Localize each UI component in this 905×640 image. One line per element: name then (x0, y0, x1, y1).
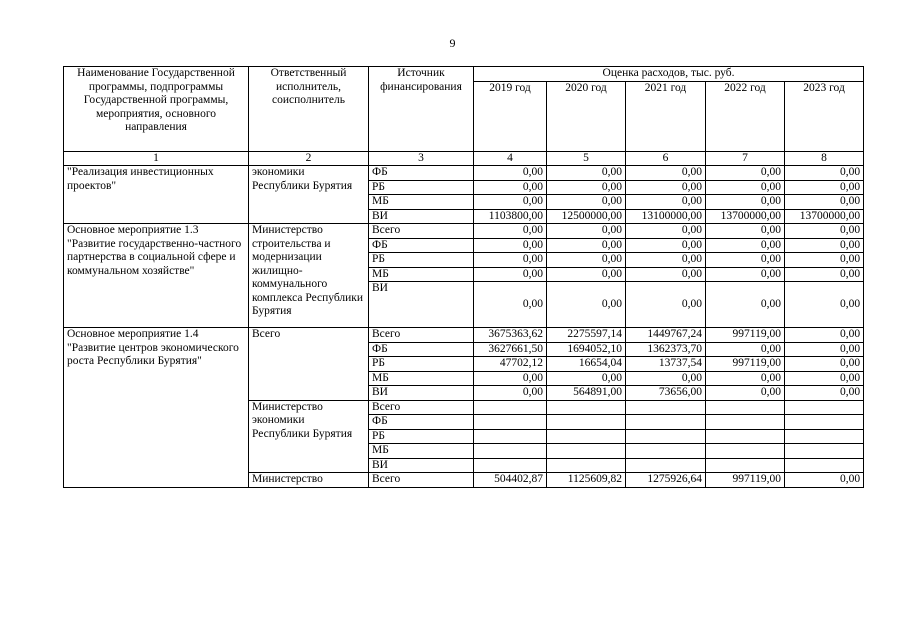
value-cell: 0,00 (547, 238, 626, 253)
value-cell: 564891,00 (547, 386, 626, 401)
value-cell (626, 458, 706, 473)
value-cell (547, 400, 626, 415)
column-number: 5 (547, 151, 626, 166)
value-cell: 0,00 (706, 342, 785, 357)
value-cell: 1275926,64 (626, 473, 706, 488)
value-cell: 1103800,00 (474, 209, 547, 224)
responsible: экономики Республики Бурятия (249, 166, 369, 224)
value-cell: 0,00 (706, 371, 785, 386)
value-cell: 0,00 (626, 224, 706, 239)
value-cell (547, 429, 626, 444)
column-number: 4 (474, 151, 547, 166)
header-year: 2020 год (547, 81, 626, 151)
source: РБ (369, 253, 474, 268)
source: ФБ (369, 415, 474, 430)
value-cell (785, 444, 864, 459)
value-cell (706, 458, 785, 473)
value-cell (706, 429, 785, 444)
responsible: Министерство (249, 473, 369, 488)
source: ВИ (369, 282, 474, 328)
value-cell (706, 415, 785, 430)
value-cell (547, 415, 626, 430)
value-cell: 0,00 (547, 224, 626, 239)
column-number: 7 (706, 151, 785, 166)
value-cell (474, 415, 547, 430)
value-cell (547, 458, 626, 473)
value-cell: 0,00 (706, 180, 785, 195)
budget-table (63, 66, 864, 488)
value-cell: 0,00 (706, 195, 785, 210)
header-year: 2019 год (474, 81, 547, 151)
value-cell: 0,00 (785, 473, 864, 488)
source: ВИ (369, 458, 474, 473)
value-cell: 0,00 (626, 238, 706, 253)
column-number: 3 (369, 151, 474, 166)
value-cell: 12500000,00 (547, 209, 626, 224)
source: Всего (369, 400, 474, 415)
value-cell (785, 458, 864, 473)
responsible: Министерство экономики Республики Бурятия (249, 400, 369, 473)
value-cell: 13100000,00 (626, 209, 706, 224)
value-cell: 13700000,00 (706, 209, 785, 224)
value-cell: 0,00 (626, 180, 706, 195)
value-cell (785, 400, 864, 415)
value-cell: 13737,54 (626, 357, 706, 372)
source: ВИ (369, 209, 474, 224)
value-cell (626, 400, 706, 415)
value-cell: 3627661,50 (474, 342, 547, 357)
value-cell: 0,00 (474, 224, 547, 239)
value-cell: 0,00 (706, 166, 785, 181)
value-cell: 0,00 (474, 371, 547, 386)
value-cell: 1362373,70 (626, 342, 706, 357)
column-number: 8 (785, 151, 864, 166)
value-cell (706, 444, 785, 459)
column-number: 2 (249, 151, 369, 166)
value-cell: 1449767,24 (626, 328, 706, 343)
column-numbers-row (64, 151, 864, 166)
source: МБ (369, 371, 474, 386)
header-row (64, 67, 864, 82)
value-cell (474, 444, 547, 459)
header-year: 2021 год (626, 81, 706, 151)
value-cell (626, 415, 706, 430)
value-cell: 997119,00 (706, 328, 785, 343)
value-cell: 0,00 (785, 357, 864, 372)
value-cell: 0,00 (626, 267, 706, 282)
header-responsible: Ответственный исполнитель, соисполнитель (249, 67, 369, 152)
program-name: Основное мероприятие 1.3 "Развитие государственно-частного партнерства в социальной сфере и коммунальном хозяйстве" (64, 224, 249, 328)
source: Всего (369, 473, 474, 488)
header-cost: Оценка расходов, тыс. руб. (474, 67, 864, 82)
value-cell (474, 400, 547, 415)
value-cell: 0,00 (474, 282, 547, 328)
value-cell: 0,00 (474, 195, 547, 210)
column-number: 6 (626, 151, 706, 166)
column-number: 1 (64, 151, 249, 166)
value-cell: 0,00 (785, 180, 864, 195)
value-cell (626, 429, 706, 444)
value-cell: 0,00 (785, 342, 864, 357)
value-cell: 0,00 (785, 166, 864, 181)
value-cell: 0,00 (626, 282, 706, 328)
responsible: Всего (249, 328, 369, 401)
value-cell (706, 400, 785, 415)
header-year: 2023 год (785, 81, 864, 151)
value-cell: 504402,87 (474, 473, 547, 488)
value-cell: 0,00 (706, 267, 785, 282)
source: ФБ (369, 342, 474, 357)
table-row (64, 224, 864, 239)
value-cell: 0,00 (547, 371, 626, 386)
value-cell: 0,00 (785, 282, 864, 328)
value-cell: 0,00 (706, 224, 785, 239)
value-cell: 0,00 (706, 238, 785, 253)
value-cell: 1694052,10 (547, 342, 626, 357)
value-cell: 997119,00 (706, 473, 785, 488)
value-cell: 13700000,00 (785, 209, 864, 224)
source: Всего (369, 224, 474, 239)
responsible: Министерство строительства и модернизации жилищно-коммунального комплекса Республики Бурятия (249, 224, 369, 328)
value-cell: 0,00 (547, 253, 626, 268)
table-row (64, 328, 864, 343)
value-cell: 0,00 (785, 253, 864, 268)
source: МБ (369, 195, 474, 210)
value-cell: 0,00 (626, 253, 706, 268)
program-name: Основное мероприятие 1.4 "Развитие центров экономического роста Республики Бурятия" (64, 328, 249, 488)
value-cell: 0,00 (785, 238, 864, 253)
value-cell: 0,00 (626, 166, 706, 181)
header-year: 2022 год (706, 81, 785, 151)
value-cell: 0,00 (706, 282, 785, 328)
value-cell (474, 458, 547, 473)
value-cell: 0,00 (626, 195, 706, 210)
value-cell: 47702,12 (474, 357, 547, 372)
value-cell: 0,00 (785, 195, 864, 210)
value-cell (785, 429, 864, 444)
value-cell: 16654,04 (547, 357, 626, 372)
source: ФБ (369, 166, 474, 181)
value-cell: 3675363,62 (474, 328, 547, 343)
value-cell: 0,00 (785, 328, 864, 343)
value-cell (474, 429, 547, 444)
value-cell: 0,00 (474, 253, 547, 268)
value-cell: 0,00 (547, 267, 626, 282)
value-cell: 1125609,82 (547, 473, 626, 488)
source: Всего (369, 328, 474, 343)
value-cell: 997119,00 (706, 357, 785, 372)
value-cell (626, 444, 706, 459)
value-cell: 0,00 (785, 267, 864, 282)
value-cell: 0,00 (474, 386, 547, 401)
value-cell: 0,00 (785, 224, 864, 239)
source: РБ (369, 429, 474, 444)
value-cell: 73656,00 (626, 386, 706, 401)
value-cell: 0,00 (474, 180, 547, 195)
table-row (64, 166, 864, 181)
source: МБ (369, 444, 474, 459)
value-cell: 0,00 (547, 180, 626, 195)
source: ФБ (369, 238, 474, 253)
source: РБ (369, 357, 474, 372)
value-cell: 0,00 (547, 166, 626, 181)
source: ВИ (369, 386, 474, 401)
program-name: "Реализация инвестиционных проектов" (64, 166, 249, 224)
value-cell (547, 444, 626, 459)
source: МБ (369, 267, 474, 282)
header-name: Наименование Государственной программы, подпрограммы Государственной программы, мероприятия, основного направления (64, 67, 249, 152)
value-cell: 0,00 (474, 166, 547, 181)
value-cell: 0,00 (474, 267, 547, 282)
value-cell: 0,00 (785, 386, 864, 401)
header-source: Источник финансирования (369, 67, 474, 152)
value-cell: 0,00 (474, 238, 547, 253)
value-cell: 2275597,14 (547, 328, 626, 343)
value-cell: 0,00 (706, 253, 785, 268)
page-number: 9 (449, 36, 456, 50)
value-cell: 0,00 (547, 282, 626, 328)
value-cell: 0,00 (626, 371, 706, 386)
value-cell: 0,00 (706, 386, 785, 401)
value-cell: 0,00 (785, 371, 864, 386)
value-cell (785, 415, 864, 430)
source: РБ (369, 180, 474, 195)
value-cell: 0,00 (547, 195, 626, 210)
